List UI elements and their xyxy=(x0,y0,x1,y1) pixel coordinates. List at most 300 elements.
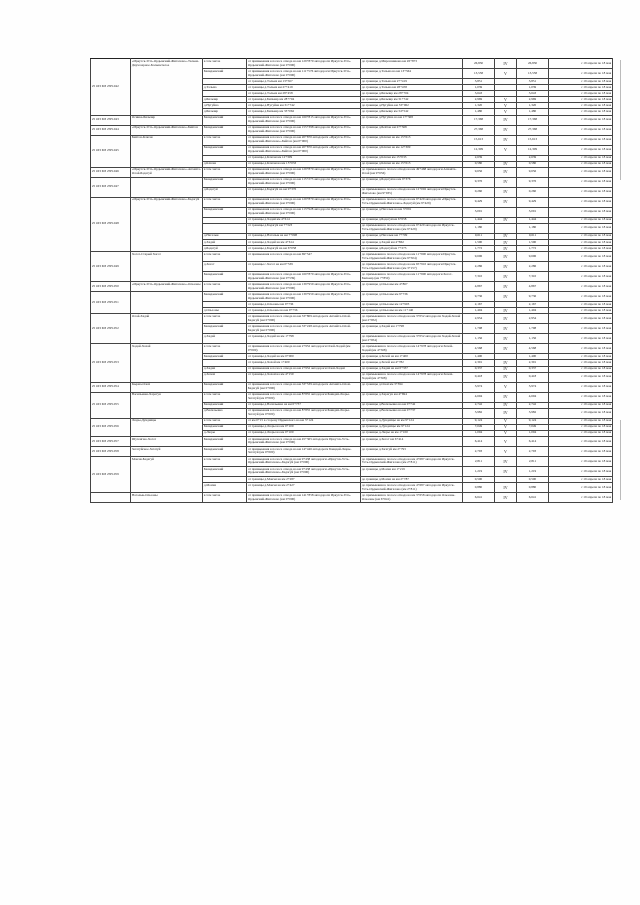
length-cell: 2,969 xyxy=(463,97,495,103)
table-row xyxy=(91,456,613,466)
category-cell: IV xyxy=(495,272,517,282)
length-total-cell: 1,219 xyxy=(517,466,549,476)
segment-end-cell: до границы д.Ользоны на км 11+140 xyxy=(361,308,463,314)
district-cell: д.Мончи xyxy=(203,483,247,493)
district-cell: в том числе xyxy=(203,59,247,69)
category-cell: V xyxy=(495,430,517,436)
length-total-cell: 26,830 xyxy=(517,59,549,69)
length-total-cell: 7,049 xyxy=(517,424,549,430)
length-total-cell: 3,851 xyxy=(517,79,549,85)
segment-end-cell: до границы д.Ользоны км 4+867 xyxy=(361,282,463,292)
district-cell: Баяндаевский xyxy=(203,402,247,408)
category-cell: IV xyxy=(495,125,517,135)
length-total-cell: 1,039 xyxy=(517,85,549,91)
category-cell xyxy=(495,207,517,217)
length-cell: 12,309 xyxy=(463,145,495,155)
length-total-cell: 1,590 xyxy=(517,239,549,245)
length-cell: 1,219 xyxy=(463,466,495,476)
length-cell: 1,320 xyxy=(463,103,495,109)
length-cell: 27,368 xyxy=(463,125,495,135)
restriction-period-cell: с 19 апреля по 18 мая xyxy=(549,59,613,69)
length-cell: 1,590 xyxy=(463,239,495,245)
length-cell: 2,742 xyxy=(463,402,495,408)
district-cell: в том числе xyxy=(203,456,247,466)
length-total-cell: 0,500 xyxy=(517,476,549,482)
district-cell: в том числе xyxy=(203,197,247,207)
restriction-period-cell: с 19 апреля по 18 мая xyxy=(549,476,613,482)
district-cell: д.Люры xyxy=(203,430,247,436)
length-cell: 13,558 xyxy=(463,69,495,79)
category-cell: IV xyxy=(495,308,517,314)
district-cell: д.Нугуйна xyxy=(203,103,247,109)
length-total-cell: 4,694 xyxy=(517,392,549,402)
length-cell: 1,039 xyxy=(463,85,495,91)
length-cell: 1,156 xyxy=(463,334,495,344)
segment-end-cell: до границы д.Хохой на км 1+400 xyxy=(361,354,463,360)
district-cell: д.Хадай xyxy=(203,366,247,372)
district-cell: д.Ользоны xyxy=(203,308,247,314)
registration-number-cell: 25 ОП МЗ 25Н-057 xyxy=(91,436,131,446)
length-total-cell: 0,260 xyxy=(517,187,549,197)
road-name-cell xyxy=(131,177,203,197)
segment-start-cell: от границы д.Мончи на км 2+287 xyxy=(247,476,361,482)
registration-number-cell: 25 ОП МЗ 25Н-051 xyxy=(91,292,131,314)
length-total-cell: 2,391 xyxy=(517,360,549,366)
segment-start-cell: от границы д.Люры на км 0+100 xyxy=(247,430,361,436)
registration-number-cell: 25 ОП МЗ 25Н-042 xyxy=(91,59,131,116)
segment-start-cell: от примыкания к полосе отвода на км 9+438 автодороги «Иркутск-Усть-Ордынский-Жигалово»-Бадагуй (км 0+000) xyxy=(247,466,361,476)
road-register-table xyxy=(90,58,613,503)
length-cell: 17,368 xyxy=(463,115,495,125)
category-cell: IV xyxy=(495,252,517,262)
length-cell: 1,798 xyxy=(463,324,495,334)
district-cell: в том числе xyxy=(203,252,247,262)
restriction-period-cell: с 19 апреля по 18 мая xyxy=(549,430,613,436)
segment-end-cell: до примыкания к полосе отвода на км 3+658 автодороги Ользоны-Ользоны (км 6+641) xyxy=(361,493,463,503)
segment-end-cell: до границы д.Хадай на км 0+337 xyxy=(361,366,463,372)
length-total-cell: 17,368 xyxy=(517,115,549,125)
restriction-period-cell: с 19 апреля по 18 мая xyxy=(549,372,613,382)
category-cell: V xyxy=(495,382,517,392)
registration-number-cell: 25 ОП МЗ 25Н-049 xyxy=(91,252,131,282)
length-total-cell: 0,418 xyxy=(517,372,549,382)
length-total-cell: 12,309 xyxy=(517,145,549,155)
restriction-period-cell: с 19 апреля по 18 мая xyxy=(549,308,613,314)
restriction-period-cell: с 19 апреля по 18 мая xyxy=(549,155,613,161)
table-row xyxy=(91,125,613,135)
segment-end-cell: до границы д.Мирошникова км 26+873 xyxy=(361,59,463,69)
length-cell: 0,418 xyxy=(463,372,495,382)
road-name-cell: Хадай-Хохой xyxy=(131,344,203,382)
district-cell: Баяндаевский xyxy=(203,382,247,392)
segment-start-cell: от границы д.Бильчир км 33+062 xyxy=(247,109,361,115)
length-total-cell: 0,611 xyxy=(517,233,549,239)
category-cell: IV xyxy=(495,217,517,223)
segment-start-cell: от примыкания к полосе отвода на км 160+815 автодороги Иркутск-Усть-Ордынский-Жигалово (км 0+000) xyxy=(247,115,361,125)
district-cell: Баяндаевский xyxy=(203,115,247,125)
length-total-cell: 1,444 xyxy=(517,217,549,223)
district-cell: Баяндаевский xyxy=(203,446,247,456)
table-row xyxy=(91,344,613,354)
district-cell: Баяндаевский xyxy=(203,69,247,79)
segment-end-cell: до примыкания к полосе отвода на км 9+429 автодороги «Иркутск-Усть-Ордынский-Жигалово»-Бадагуй (км 9+429) xyxy=(361,197,463,207)
category-cell: IV xyxy=(495,493,517,503)
restriction-period-cell: с 19 апреля по 18 мая xyxy=(549,125,613,135)
segment-start-cell: от примыкания к полосе отвода на км 141+858 автодороги Иркутск-Усть-Ордынский-Жигалово (км 0+000) xyxy=(247,493,361,503)
length-total-cell: 9,736 xyxy=(517,292,549,302)
table-row xyxy=(91,115,613,125)
road-name-cell: Загатуйское-Загатуй xyxy=(131,446,203,456)
restriction-period-cell: с 19 апреля по 18 мая xyxy=(549,354,613,360)
restriction-period-cell: с 19 апреля по 18 мая xyxy=(549,161,613,167)
segment-end-cell: до границы д.Ользоны км 12+903 xyxy=(361,302,463,308)
segment-end-cell: до границы д.Хадай км 1+798 xyxy=(361,324,463,334)
segment-end-cell: до границы д.Тальма км 27+419 xyxy=(361,79,463,85)
restriction-period-cell: с 19 апреля по 18 мая xyxy=(549,103,613,109)
category-cell: IV xyxy=(495,177,517,187)
district-cell: д.Бильчир xyxy=(203,109,247,115)
restriction-period-cell: с 19 апреля по 18 мая xyxy=(549,177,613,187)
length-cell: 3,974 xyxy=(463,382,495,392)
segment-end-cell: до границы д.Тальма на км 13+564 xyxy=(361,69,463,79)
restriction-period-cell: с 19 апреля по 18 мая xyxy=(549,282,613,292)
segment-start-cell: от границы д.Ользоны км 9+736 xyxy=(247,302,361,308)
category-cell: IV xyxy=(495,233,517,239)
restriction-period-cell: с 19 апреля по 18 мая xyxy=(549,207,613,217)
category-cell: IV xyxy=(495,392,517,402)
length-cell: 1,480 xyxy=(463,109,495,115)
category-cell: IV xyxy=(495,59,517,69)
table-row xyxy=(91,177,613,187)
category-cell: IV xyxy=(495,135,517,145)
segment-start-cell: от примыкания к полосе отвода на км 160+870 автодороги Иркутск-Усть-Ордынский-Жигалово (км 0+539) xyxy=(247,272,361,282)
segment-start-cell: от примыкания к полосе отвода на км 155+398 автодороги Иркутск-Усть-Ордынский-Жигалово (км 0+000) xyxy=(247,125,361,135)
segment-end-cell: до примыкания к полосе отвода на км 3+052 автодороги Хадай-Хохой (км 2+952) xyxy=(361,314,463,324)
segment-end-cell: до границы д.Ключи км 15+033 xyxy=(361,155,463,161)
length-cell: 3,982 xyxy=(463,408,495,418)
category-cell: V xyxy=(495,145,517,155)
road-name-cell: Мончи-Бадагуй xyxy=(131,456,203,492)
length-cell: 1,094 xyxy=(463,430,495,436)
category-cell: IV xyxy=(495,282,517,292)
district-cell: в том числе xyxy=(203,418,247,424)
district-cell: д.Хадай xyxy=(203,239,247,245)
registration-number-cell: 25 ОП МЗ 25Н-048 xyxy=(91,197,131,251)
category-cell: IV xyxy=(495,292,517,302)
restriction-period-cell: с 19 апреля по 18 мая xyxy=(549,233,613,239)
length-cell: 3,851 xyxy=(463,79,495,85)
road-name-cell: Шутенгаю-Хогот xyxy=(131,436,203,446)
registration-number-cell: 25 ОП МЗ 25Н-056 xyxy=(91,418,131,436)
scan-edge-mark xyxy=(620,60,621,180)
restriction-period-cell: с 19 апреля по 18 мая xyxy=(549,69,613,79)
restriction-period-cell: с 19 апреля по 18 мая xyxy=(549,344,613,354)
district-cell: д.Хогот xyxy=(203,262,247,272)
length-cell: 26,830 xyxy=(463,59,495,69)
segment-start-cell: от примыкания к полосе отвода на км 20+870 автодороги «Иркутск-Усть-Ордынский-Жигалово»-Бейтон (км 0+000) xyxy=(247,145,361,155)
segment-start-cell: от границы д.Васильевка на км 0+737 xyxy=(247,402,361,408)
restriction-period-cell: с 19 апреля по 18 мая xyxy=(549,446,613,456)
length-total-cell: 27,368 xyxy=(517,125,549,135)
restriction-period-cell: с 19 апреля по 18 мая xyxy=(549,246,613,252)
district-cell: Баяндаевский xyxy=(203,354,247,360)
length-cell: 4,867 xyxy=(463,282,495,292)
district-cell: д.Бадагуй xyxy=(203,246,247,252)
segment-end-cell: до примыкания к полосе отвода на км 4+687 автодороги Иркутск-Усть-Ордынский-Жигалово (км 2+811) xyxy=(361,456,463,466)
segment-start-cell: от примыкания к полосе отвода на км 129+870 автодороги Иркутск-Усть-Ордынский-Жигалово (км 0+000) xyxy=(247,59,361,69)
district-cell: Баяндаевский xyxy=(203,466,247,476)
registration-number-cell xyxy=(91,493,131,503)
segment-end-cell: до границы д.Ользоны км 9+736 xyxy=(361,292,463,302)
segment-start-cell: от границы д.Ользоны на км 9+736 xyxy=(247,308,361,314)
table-row xyxy=(91,382,613,392)
district-cell: в том числе xyxy=(203,135,247,145)
segment-end-cell: до границы д.Бадагуй км 6+058 xyxy=(361,217,463,223)
segment-start-cell: от границы д.Ключи км 12+309 xyxy=(247,155,361,161)
category-cell: IV xyxy=(495,197,517,207)
segment-start-cell: от границы д.Хадай на км 0+000 xyxy=(247,354,361,360)
segment-start-cell: от примыкания к полосе отвода на км 139+959 автодороги Иркутск-Усть-Ордынский-Жигалово (км 0+000) xyxy=(247,292,361,302)
length-total-cell: 1,480 xyxy=(517,109,549,115)
category-cell xyxy=(495,223,517,233)
length-total-cell: 9,656 xyxy=(517,167,549,177)
restriction-period-cell: с 19 апреля по 18 мая xyxy=(549,252,613,262)
segment-start-cell: от примыкания к полосе отвода на км 111+576 автодороги Иркутск-Усть-Ордынский-Жигалово (км 0+000) xyxy=(247,69,361,79)
length-cell: 2,639 xyxy=(463,155,495,161)
length-total-cell: 0,580 xyxy=(517,161,549,167)
district-cell: Баяндаевский xyxy=(203,424,247,430)
district-cell: д.Бильчир xyxy=(203,97,247,103)
segment-end-cell: до границы д.Бадагуй на км 9+376 xyxy=(361,177,463,187)
district-cell: Баяндаевский xyxy=(203,292,247,302)
registration-number-cell: 25 ОП МЗ 25Н-044 xyxy=(91,125,131,135)
segment-end-cell: до границы д.Васильевка на км 0+742 xyxy=(361,402,463,408)
length-cell: 9,429 xyxy=(463,197,495,207)
segment-end-cell: до примыкания к полосе отвода на км 14+978 автодороги Хохой-Хадай (км 4+568) xyxy=(361,344,463,354)
district-cell: в том числе xyxy=(203,493,247,503)
road-name-cell: Кырма-Олой xyxy=(131,382,203,392)
category-cell: V xyxy=(495,97,517,103)
length-cell: 1,180 xyxy=(463,223,495,233)
length-total-cell: 1,094 xyxy=(517,430,549,436)
restriction-period-cell: с 19 апреля по 18 мая xyxy=(549,334,613,344)
segment-end-cell: до границы д.Ключи на км 15+613 xyxy=(361,161,463,167)
registration-number-cell: 25 ОП МЗ 25Н-052 xyxy=(91,314,131,344)
segment-start-cell: от границы д.Люры на км 0+100 xyxy=(247,424,361,430)
road-name-cell xyxy=(131,292,203,314)
category-cell: IV xyxy=(495,246,517,252)
segment-start-cell: от границы д.Нагалык на км 7+098 xyxy=(247,233,361,239)
restriction-period-cell: с 19 апреля по 18 мая xyxy=(549,97,613,103)
length-cell: 0,611 xyxy=(463,233,495,239)
restriction-period-cell: с 19 апреля по 18 мая xyxy=(549,79,613,85)
restriction-period-cell: с 19 апреля по 18 мая xyxy=(549,424,613,430)
segment-start-cell: от примыкания к полосе отвода на км 9+438 автодороги «Иркутск-Усть-Ордынский-Жигалово»-Бадагуй (км 0+000) xyxy=(247,456,361,466)
segment-end-cell: до границы д.Олой км 3+394 xyxy=(361,382,463,392)
segment-end-cell: до примыкания к полосе отвода на км 12+002 автодороги Иркутск-Жигалово (км 9+935) xyxy=(361,187,463,197)
segment-end-cell: до примыкания к полосе отвода на км 11+900 автодороги Иркутск-Усть-Ордынский-Жигалово (км 9+504) xyxy=(361,252,463,262)
road-name-cell: Люры-Дундайцы xyxy=(131,418,203,436)
category-cell: IV xyxy=(495,372,517,382)
district-cell: Баяндаевский xyxy=(203,436,247,446)
category-cell: V xyxy=(495,103,517,109)
restriction-period-cell: с 19 апреля по 18 мая xyxy=(549,493,613,503)
registration-number-cell: 25 ОП МЗ 25Н-047 xyxy=(91,177,131,197)
restriction-period-cell: с 19 апреля по 18 мая xyxy=(549,360,613,366)
segment-end-cell: до границы д.Мончи на км 2+787 xyxy=(361,476,463,482)
district-cell: д.Хохой xyxy=(203,372,247,382)
category-cell: IV xyxy=(495,360,517,366)
length-cell: 6,414 xyxy=(463,436,495,446)
district-cell: д.Бадагуй xyxy=(203,187,247,197)
segment-end-cell: до границы д.Хадай км 4+862 xyxy=(361,239,463,245)
segment-start-cell: от примыкания к полосе отвода на км 129+870 автодороги Иркутск-Усть-Ордынский-Жигалово (км 0+000) xyxy=(247,197,361,207)
table-row xyxy=(91,197,613,207)
category-cell: V xyxy=(495,69,517,79)
segment-start-cell: от примыкания к полосе отвода на км 69+547 xyxy=(247,252,361,262)
table-row xyxy=(91,436,613,446)
length-total-cell: 9,376 xyxy=(517,177,549,187)
length-cell: 9,124 xyxy=(463,418,495,424)
segment-end-cell: до примыкания к полосе отвода на км 65+910 автодороги Иркутск-Усть-Ордынский-Жигалово (км 3+157) xyxy=(361,262,463,272)
segment-end-cell: до примыкания к полосе отвода на км 11+900 автодороги Хогот-Бильчир (км 7+850) xyxy=(361,272,463,282)
registration-number-cell: 25 ОП МЗ 25Н-055 xyxy=(91,392,131,418)
category-cell: IV xyxy=(495,334,517,344)
road-name-cell: «Иркутск-Усть-Ордынский-Жигалово»-Ользоны xyxy=(131,282,203,292)
district-cell: д.Васильевка xyxy=(203,408,247,418)
segment-end-cell: до границы д.Мончи км 1+219 xyxy=(361,466,463,476)
length-total-cell: 3,974 xyxy=(517,382,549,392)
length-cell: 2,286 xyxy=(463,262,495,272)
category-cell: V xyxy=(495,424,517,430)
road-name-cell: «Иркутск-Усть-Ордынский-Жигалово»-Бадагуй xyxy=(131,197,203,251)
segment-end-cell: до границы д.Нугуйна на км 17+368 xyxy=(361,115,463,125)
length-total-cell: 9,124 xyxy=(517,418,549,424)
segment-start-cell: от границы д.Тальма км 13+567 xyxy=(247,79,361,85)
restriction-period-cell: с 19 апреля по 18 мая xyxy=(549,187,613,197)
category-cell: IV xyxy=(495,466,517,476)
length-total-cell: 2,811 xyxy=(517,456,549,466)
category-cell: IV xyxy=(495,187,517,197)
register-body xyxy=(91,59,613,503)
segment-end-cell: до примыкания к полосе отвода на км 49+468 автодороги Апхайта-Олой (км 9+656) xyxy=(361,167,463,177)
segment-end-cell: до примыкания к полосе отвода на км 3+052 автодороги Хадай-Хохой (км 2+954) xyxy=(361,334,463,344)
category-cell: IV xyxy=(495,324,517,334)
length-total-cell: 2,742 xyxy=(517,402,549,408)
district-cell: в том числе xyxy=(203,167,247,177)
length-total-cell: 1,798 xyxy=(517,324,549,334)
restriction-period-cell: с 19 апреля по 18 мая xyxy=(549,145,613,155)
category-cell: V xyxy=(495,109,517,115)
length-cell: 9,376 xyxy=(463,177,495,187)
segment-start-cell: от границы д.Бадагуй км 7+323 xyxy=(247,223,361,233)
length-total-cell: 2,639 xyxy=(517,155,549,161)
district-cell: Баяндаевский xyxy=(203,207,247,217)
segment-end-cell: до примыкания к полосе отвода на км 9+429 автодороги Иркутск-Усть-Ордынский-Жигалово (км 9+429) xyxy=(361,223,463,233)
restriction-period-cell: с 19 апреля по 18 мая xyxy=(549,366,613,372)
segment-start-cell: от границы с.Хогот на км 0+539 xyxy=(247,262,361,272)
restriction-period-cell: с 19 апреля по 18 мая xyxy=(549,418,613,424)
district-cell: д.Нагалык xyxy=(203,233,247,239)
length-total-cell: 4,867 xyxy=(517,282,549,292)
segment-start-cell: от границы д.Нугуйна км 31+742 xyxy=(247,103,361,109)
length-cell: 0,580 xyxy=(463,161,495,167)
length-total-cell: 0,880 xyxy=(517,483,549,493)
restriction-period-cell: с 19 апреля по 18 мая xyxy=(549,436,613,446)
district-cell xyxy=(203,223,247,233)
category-cell: IV xyxy=(495,456,517,466)
restriction-period-cell: с 19 апреля по 18 мая xyxy=(549,91,613,97)
district-cell: Баяндаевский xyxy=(203,272,247,282)
restriction-period-cell: с 19 апреля по 18 мая xyxy=(549,408,613,418)
length-total-cell: 7,310 xyxy=(517,272,549,282)
segment-start-cell: от границы д.Мончи на км 2+427 xyxy=(247,483,361,493)
segment-start-cell: от границы д.Бадагуй на км 9+376 xyxy=(247,187,361,197)
table-row xyxy=(91,282,613,292)
segment-end-cell: до границы д.Дундайцы км 9+124 xyxy=(361,424,463,430)
registration-number-cell: 25 ОП МЗ 25Н-046 xyxy=(91,167,131,177)
segment-start-cell: от примыкания к полосе отвода на км 8+855 автодороги Баяндай-Люры-Загатуй (км 0+000) xyxy=(247,392,361,402)
segment-start-cell: от границы д.Ключи на км 15+033 xyxy=(247,161,361,167)
length-total-cell: 6,641 xyxy=(517,493,549,503)
road-name-cell: Нагалык-Ользоны xyxy=(131,493,203,503)
length-total-cell: 1,772 xyxy=(517,246,549,252)
segment-start-cell: от примыкания к полосе отвода на км 139+959 автодороги Иркутск-Усть-Ордынский-Жигалово (км 0+000) xyxy=(247,282,361,292)
restriction-period-cell: с 19 апреля по 18 мая xyxy=(549,167,613,177)
district-cell: в том числе xyxy=(203,314,247,324)
length-total-cell: 1,404 xyxy=(517,308,549,314)
segment-end-cell: до границы д.Ключи на км 15+613 xyxy=(361,135,463,145)
length-cell: 15,613 xyxy=(463,135,495,145)
segment-end-cell: до границы д.Тальма км 28+458 xyxy=(361,85,463,91)
road-name-cell: Осинка-Бильчир xyxy=(131,115,203,125)
length-total-cell: 1,156 xyxy=(517,334,549,344)
length-cell: 6,641 xyxy=(463,493,495,503)
length-cell: 2,391 xyxy=(463,360,495,366)
segment-end-cell: до границы д.Бильчир км 28+704 xyxy=(361,91,463,97)
category-cell: IV xyxy=(495,262,517,272)
segment-start-cell: от примыкания к полосе отвода на км 45+365 автодороги Иркутск-Усть-Ордынский-Жигалово (км 0+000) xyxy=(247,436,361,446)
segment-end-cell: до примыкания к полосе отвода на км 4+687 автодороги Иркутск-Усть-Ордынский-Жигалово (км 2+811) xyxy=(361,483,463,493)
segment-start-cell: от границы д.Бадагуй на км 6+058 xyxy=(247,246,361,252)
restriction-period-cell: с 19 апреля по 18 мая xyxy=(549,483,613,493)
table-row xyxy=(91,252,613,262)
category-cell: V xyxy=(495,436,517,446)
segment-start-cell: от границы д.Хадай км 4+614 xyxy=(247,217,361,223)
segment-start-cell: от примыкания к полосе отвода на км 14+446 автодороги Баяндай-Люры-Загатуй (км 0+000) xyxy=(247,446,361,456)
length-cell: 1,404 xyxy=(463,308,495,314)
segment-start-cell: от примыкания к полосе отвода на км 20+870 автодороги «Иркутск-Усть-Ордынский-Жигалово»-Бейтон (км 0+000) xyxy=(247,135,361,145)
length-cell: 0,337 xyxy=(463,366,495,372)
length-cell: 0,260 xyxy=(463,187,495,197)
table-row xyxy=(91,493,613,503)
road-name-cell: «Иркутск-Усть-Ордынский-Жигалово»-Бейтон xyxy=(131,125,203,135)
district-cell: в том числе xyxy=(203,282,247,292)
length-cell: 2,793 xyxy=(463,446,495,456)
length-total-cell: 9,696 xyxy=(517,252,549,262)
category-cell: IV xyxy=(495,161,517,167)
segment-end-cell: до границы д.Хохой км 4+782 xyxy=(361,360,463,366)
restriction-period-cell: с 19 апреля по 18 мая xyxy=(549,239,613,245)
length-total-cell: 1,180 xyxy=(517,223,549,233)
district-cell: в том числе xyxy=(203,392,247,402)
registration-number-cell: 25 ОП МЗ 25Н-050 xyxy=(91,282,131,292)
segment-start-cell: от примыкания к полосе отвода на км 2+952 автодороги Олой-Хадай (км 0+000) xyxy=(247,344,361,354)
registration-number-cell: 25 ОП МЗ 25Н-054 xyxy=(91,382,131,392)
segment-end-cell: до границы д.Бейтон км 27+368 xyxy=(361,125,463,135)
restriction-period-cell: с 19 апреля по 18 мая xyxy=(549,217,613,223)
restriction-period-cell: с 19 апреля по 18 мая xyxy=(549,115,613,125)
